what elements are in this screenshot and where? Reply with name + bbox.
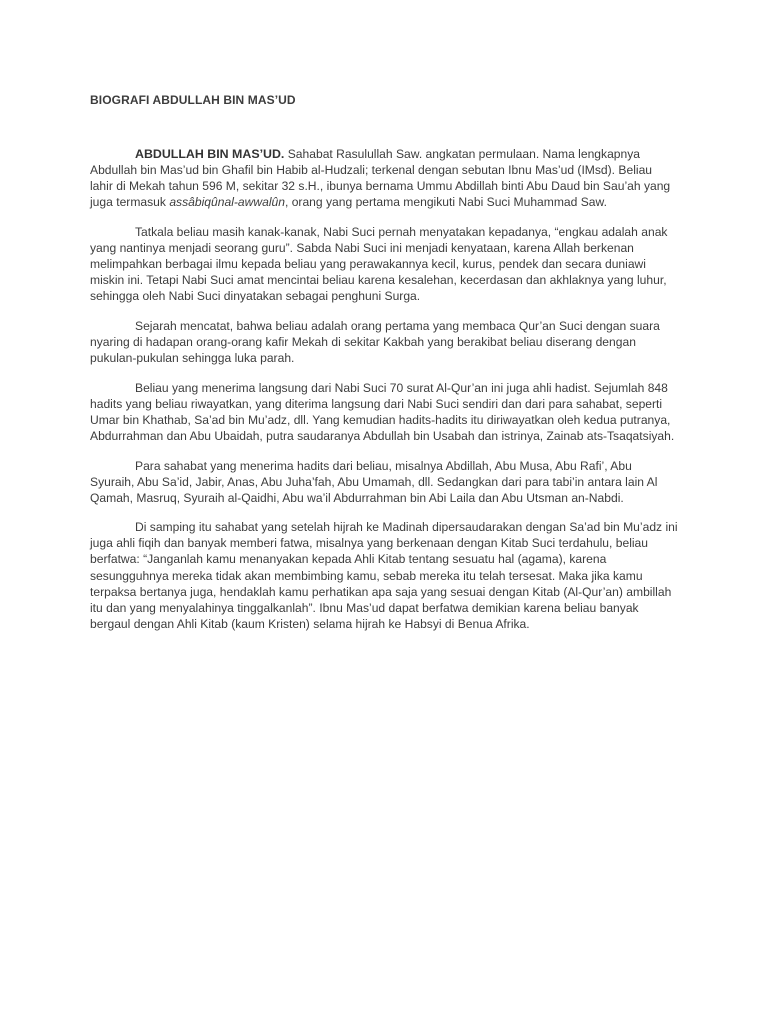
paragraph-companions: Para sahabat yang menerima hadits dari beliau, misalnya Abdillah, Abu Musa, Abu Rafi’, Abu Syuraih, Abu Sa’id, Jabir, Anas, Abu Juha’fah, Abu Umamah, dll. Sedangkan dari para tabi’in antara lain Al Qamah, Masruq, Syuraih al-Qaidhi, Abu wa’il Abdurrahman bin Abi Laila dan Abu Utsman an-Nabdi. bbox=[90, 458, 658, 505]
paragraph-childhood: Tatkala beliau masih kanak-kanak, Nabi Suci pernah menyatakan kepadanya, “engkau adalah anak yang nantinya menjadi seorang guru”. Sabda Nabi Suci ini menjadi kenyataan, karena Allah berkenan melimpahkan berbagai ilmu kepada beliau yang perawakannya kecil, kurus, pendek dan secara duniawi miskin ini. Tetapi Nabi Suci amat mencintai beliau karena kesalehan, kecerdasan dan akhlaknya yang luhur, sehingga oleh Nabi Suci dinyatakan sebagai penghuni Surga. bbox=[90, 224, 668, 304]
paragraph-text: Sahabat Rasulullah Saw. angkatan permulaan. Nama lengkapnya Abdullah bin Mas’ud bin Ghafil bin Habib al-Hudzali; terkenal dengan sebutan Ibnu Mas’ud (IMsd). Beliau lahir di Mekah tahun 596 M, sekitar 32 s.H., ibunya bernama Ummu Abdillah binti Abu Daud bin Sau’ah yang juga termasuk bbox=[90, 147, 671, 210]
paragraph-intro bbox=[90, 146, 678, 210]
document-title: BIOGRAFI ABDULLAH BIN MAS’UD bbox=[90, 93, 296, 107]
paragraph-hadith: Beliau yang menerima langsung dari Nabi Suci 70 surat Al-Qur’an ini juga ahli hadist. Sejumlah 848 hadits yang beliau riwayatkan, yang diterima langsung dari Nabi Suci sendiri dan dari para sahabat, seperti Umar bin Khathab, Sa’ad bin Mu’adz, dll. Yang kemudian hadits-hadits itu diriwayatkan oleh kedua putranya, Abdurrahman dan Abu Ubaidah, putra saudaranya Abdullah bin Usabah dan istrinya, Zainab ats-Tsaqatsiyah. bbox=[90, 380, 675, 443]
document-body bbox=[90, 146, 678, 645]
paragraph-history: Sejarah mencatat, bahwa beliau adalah orang pertama yang membaca Qur’an Suci dengan suara nyaring di hadapan orang-orang kafir Mekah di sekitar Kakbah yang berakibat beliau diserang dengan pukulan-pukulan sehingga luka parah. bbox=[90, 318, 660, 366]
paragraph-lead: ABDULLAH BIN MAS’UD. bbox=[135, 147, 285, 161]
paragraph-fatwa: Di samping itu sahabat yang setelah hijrah ke Madinah dipersaudarakan dengan Sa’ad bin Mu’adz ini juga ahli fiqih dan banyak memberi fatwa, misalnya yang berkenaan dengan Kitab Suci terdahulu, beliau berfatwa: “Janganlah kamu menanyakan kepada Ahli Kitab tentang sesuatu hal (agama), karena sesungguhnya mereka tidak akan membimbing kamu, sebab mereka itu telah tersesat. Maka jika kamu terpaksa bertanya juga, hendaklah kamu perhatikan apa saja yang sesuai dengan Kitab (Al-Qur’an) ambillah itu dan yang menyalahinya tinggalkanlah”. Ibnu Mas’ud dapat berfatwa demikian karena beliau banyak bergaul dengan Ahli Kitab (kaum Kristen) selama hijrah ke Habsyi di Benua Afrika. bbox=[90, 520, 678, 631]
italic-term: assâbiqûnal-awwalûn bbox=[169, 195, 285, 210]
paragraph-text: , orang yang pertama mengikuti Nabi Suci Muhammad Saw. bbox=[284, 195, 607, 210]
